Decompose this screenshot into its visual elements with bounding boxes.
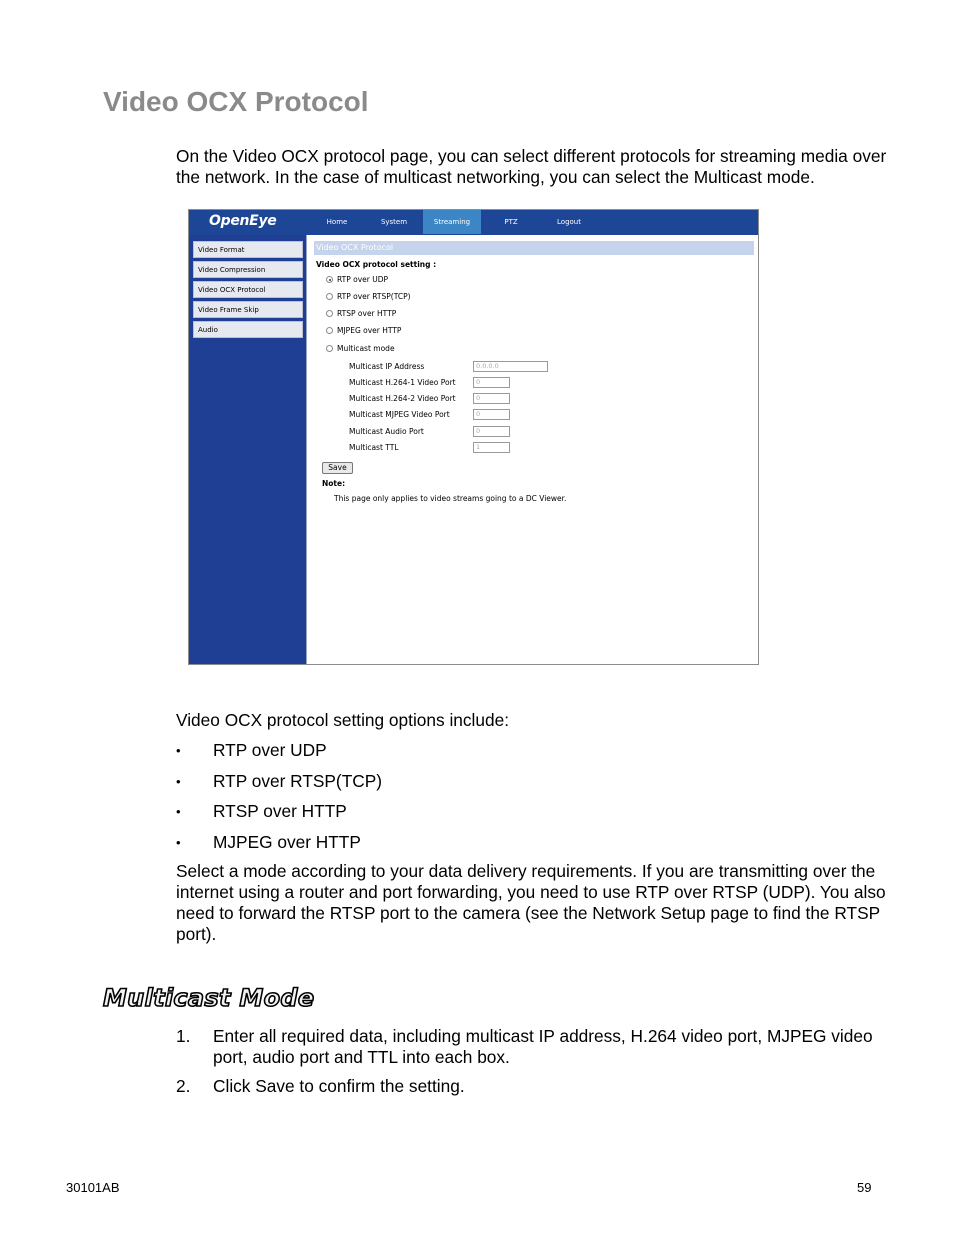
tab-home[interactable]: Home: [326, 218, 348, 226]
audio-port-input[interactable]: 0: [473, 426, 510, 437]
radio-label: RTP over RTSP(TCP): [337, 292, 411, 301]
panel-header: Video OCX Protocol: [314, 241, 754, 255]
sidebar-item-video-ocx-protocol[interactable]: Video OCX Protocol: [193, 281, 303, 298]
sidebar-item-video-compression[interactable]: Video Compression: [193, 261, 303, 278]
page-title: Video OCX Protocol: [103, 86, 369, 117]
bullet: •: [176, 774, 181, 789]
intro-paragraph: On the Video OCX protocol page, you can select different protocols for streaming media over the network. In the case of multicast networking, you can select the Multicast mode.: [176, 146, 887, 187]
sidebar-item-video-format[interactable]: Video Format: [193, 241, 303, 258]
field-label: Multicast Audio Port: [349, 427, 424, 436]
radio-mjpeg-over-http[interactable]: [326, 327, 333, 334]
footer-page-number: 59: [857, 1180, 872, 1195]
field-label: Multicast H.264-2 Video Port: [349, 394, 456, 403]
radio-label: RTP over UDP: [337, 275, 389, 284]
bullet: •: [176, 804, 181, 819]
step-text: Enter all required data, including multicast IP address, H.264 video port, MJPEG video port, audio port and TTL into each box.: [213, 1026, 873, 1067]
step-text: Click Save to confirm the setting.: [213, 1076, 465, 1096]
bullet: •: [176, 835, 181, 850]
radio-rtp-over-rtsp[interactable]: [326, 293, 333, 300]
list-item: [176, 1076, 896, 1097]
list-item-text: RTP over UDP: [213, 740, 327, 760]
h264-2-port-input[interactable]: 0: [473, 393, 510, 404]
list-item: [176, 1026, 896, 1068]
multicast-ip-input[interactable]: 0.0.0.0: [473, 361, 548, 372]
list-item-text: RTP over RTSP(TCP): [213, 771, 383, 791]
bullet: •: [176, 743, 181, 758]
step-number: 1.: [176, 1026, 191, 1046]
sidebar-item-video-frame-skip[interactable]: Video Frame Skip: [193, 301, 303, 318]
radio-label: Multicast mode: [337, 344, 395, 353]
sidebar-item-audio[interactable]: Audio: [193, 321, 303, 338]
radio-rtsp-over-http[interactable]: [326, 310, 333, 317]
radio-multicast-mode[interactable]: [326, 345, 333, 352]
radio-label: RTSP over HTTP: [337, 309, 397, 318]
field-label: Multicast TTL: [349, 443, 399, 452]
field-label: Multicast MJPEG Video Port: [349, 410, 450, 419]
radio-rtp-over-udp[interactable]: [326, 276, 333, 283]
footer-doc-id: 30101AB: [66, 1180, 120, 1195]
list-item-text: MJPEG over HTTP: [213, 832, 361, 852]
tab-logout[interactable]: Logout: [557, 218, 581, 226]
save-button[interactable]: Save: [322, 462, 353, 474]
tab-system[interactable]: System: [380, 218, 408, 226]
options-intro: Video OCX protocol setting options include:: [176, 710, 510, 730]
list-item-text: RTSP over HTTP: [213, 801, 347, 821]
select-paragraph: Select a mode according to your data delivery requirements. If you are transmitting over the internet using a router and port forwarding, you need to use RTP over RTSP (UDP). You also need to forward the RTSP port to the camera (see the Network Setup page to find the RTSP port).: [176, 861, 886, 944]
ttl-input[interactable]: 1: [473, 442, 510, 453]
openeye-logo: OpenEye: [209, 213, 277, 229]
mjpeg-port-input[interactable]: 0: [473, 409, 510, 420]
step-number: 2.: [176, 1076, 191, 1096]
note-text: This page only applies to video streams going to a DC Viewer.: [334, 494, 567, 503]
tab-ptz[interactable]: PTZ: [504, 218, 518, 226]
radio-label: MJPEG over HTTP: [337, 326, 402, 335]
field-label: Multicast H.264-1 Video Port: [349, 378, 456, 387]
note-label: Note:: [322, 479, 346, 488]
h264-1-port-input[interactable]: 0: [473, 377, 510, 388]
tab-streaming[interactable]: Streaming: [423, 210, 481, 234]
top-nav-bar: [189, 210, 759, 235]
field-label: Multicast IP Address: [349, 362, 425, 371]
settings-panel: [306, 235, 759, 665]
embedded-screenshot: [188, 209, 759, 665]
section-title: Multicast Mode: [103, 984, 315, 1012]
setting-label: Video OCX protocol setting :: [316, 260, 437, 269]
sidebar: [189, 235, 306, 665]
